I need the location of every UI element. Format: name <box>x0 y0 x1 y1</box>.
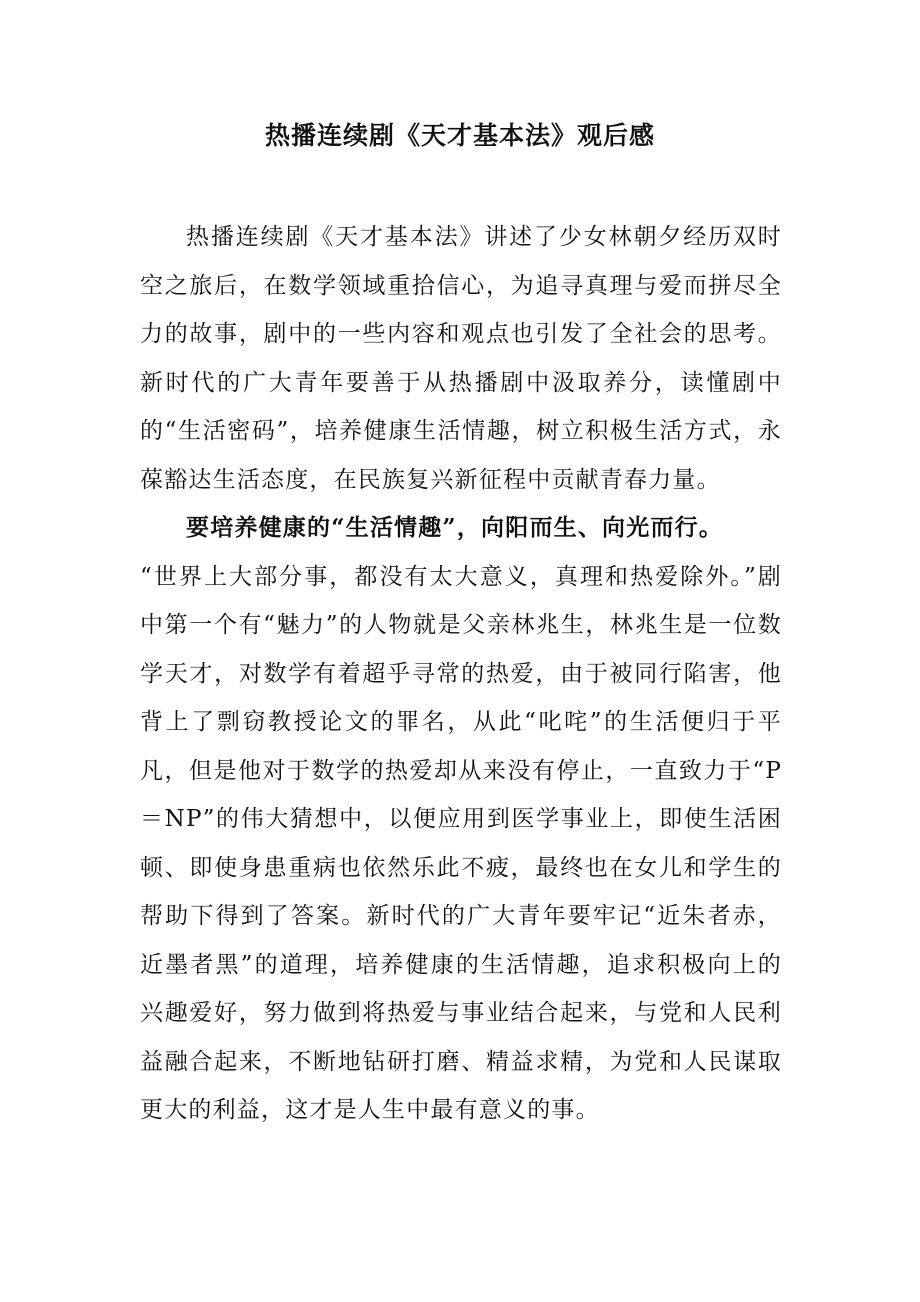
section-body-paragraph: “世界上大部分事，都没有太大意义，真理和热爱除外。”剧中第一个有“魅力”的人物就是父亲林兆生，林兆生是一位数学天才，对数学有着超乎寻常的热爱，由于被同行陷害，他背上了剽窃教授论文的罪名，从此“叱咤”的生活便归于平凡，但是他对于数学的热爱却从来没有停止，一直致力于“P＝NP”的伟大猜想中，以便应用到医学事业上，即使生活困顿、即使身患重病也依然乐此不疲，最终也在女儿和学生的帮助下得到了答案。新时代的广大青年要牢记“近朱者赤，近墨者黑”的道理，培养健康的生活情趣，追求积极向上的兴趣爱好，努力做到将热爱与事业结合起来，与党和人民利益融合起来，不断地钻研打磨、精益求精，为党和人民谋取更大的利益，这才是人生中最有意义的事。 <box>140 563 782 1123</box>
document-body <box>140 213 782 1135</box>
intro-paragraph: 热播连续剧《天才基本法》讲述了少女林朝夕经历双时空之旅后，在数学领域重拾信心，为追寻真理与爱而拼尽全力的故事，剧中的一些内容和观点也引发了全社会的思考。新时代的广大青年要善于从热播剧中汲取养分，读懂剧中的“生活密码”，培养健康生活情趣，树立积极生活方式，永葆豁达生活态度，在民族复兴新征程中贡献青春力量。 <box>140 224 782 493</box>
page-title: 热播连续剧《天才基本法》观后感 <box>264 121 655 150</box>
section-heading: 要培养健康的“生活情趣”，向阳而生、向光而行。 <box>186 514 724 541</box>
